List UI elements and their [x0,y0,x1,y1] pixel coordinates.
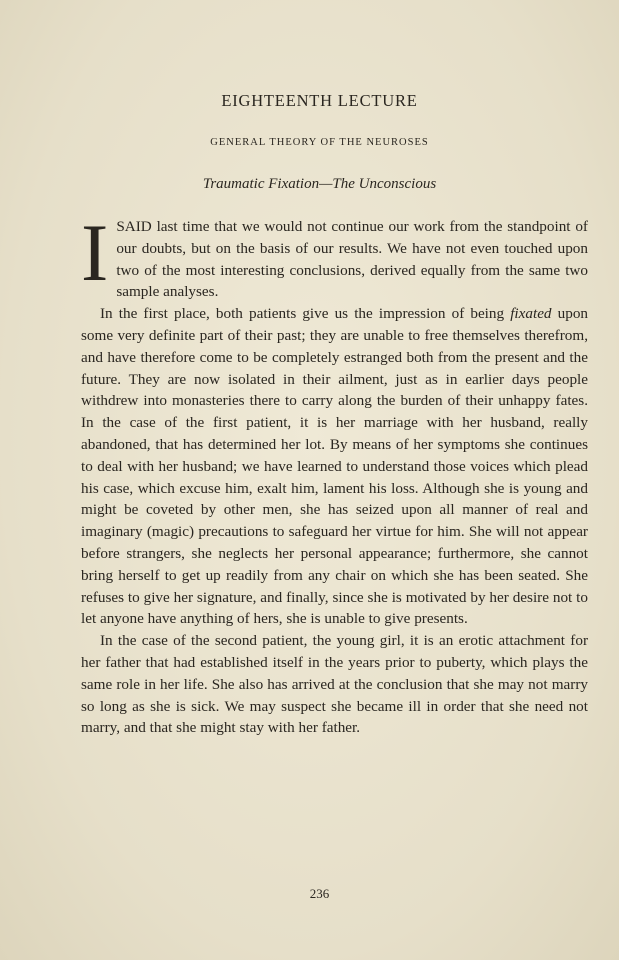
paragraph-1-text: SAID last time that we would not continue our work from the standpoint of our doubts, but on the basis of our results. We have not even touched upon two of the most interesting conclusions, derived equally from the same two sample analyses. [116,218,588,301]
drop-cap: I [81,207,109,298]
paragraph-2 [81,303,588,630]
lecture-title: EIGHTEENTH LECTURE [221,91,418,110]
chapter-subtitle: Traumatic Fixation—The Unconscious [202,176,437,192]
page-number: 236 [309,886,330,901]
body-text [81,207,589,739]
paragraph-2-lead: In the first place, both patients give us the impression of being [100,305,511,323]
section-title: GENERAL THEORY OF THE NEUROSES [210,137,429,148]
paragraph-1 [81,207,588,303]
paragraph-2-emphasis: fixated [510,305,552,323]
paragraph-2-rest: upon some very definite part of their past; they are unable to free themselves therefrom, and have therefore come to be completely estranged both from the present and the future. They are now isolated in their ailment, just as in earlier days people withdrew into monasteries there to carry along the burden of their unhappy fates. In the case of the first patient, it is her marriage with her husband, really abandoned, that has determined her lot. By means of her symptoms she continues to deal with her husband; we have learned to understand those voices which plead his case, which excuse him, exalt him, lament his loss. Although she is young and might be coveted by other men, she has seized upon all manner of real and imaginary (magic) precautions to safeguard her virtue for him. She will not appear before strangers, she neglects her personal appearance; furthermore, she cannot bring herself to get up readily from any chair on which she has been seated. She refuses to give her signature, and finally, since she is motivated by her desire not to let anyone have anything of hers, she is unable to give presents. [81,305,589,628]
paragraph-3: In the case of the second patient, the young girl, it is an erotic attachment for her father that had established itself in the years prior to puberty, which plays the same role in her life. She also has arrived at the conclusion that she may not marry so long as she is sick. We may suspect she became ill in order that she need not marry, and that she might stay with her father. [81,632,588,737]
